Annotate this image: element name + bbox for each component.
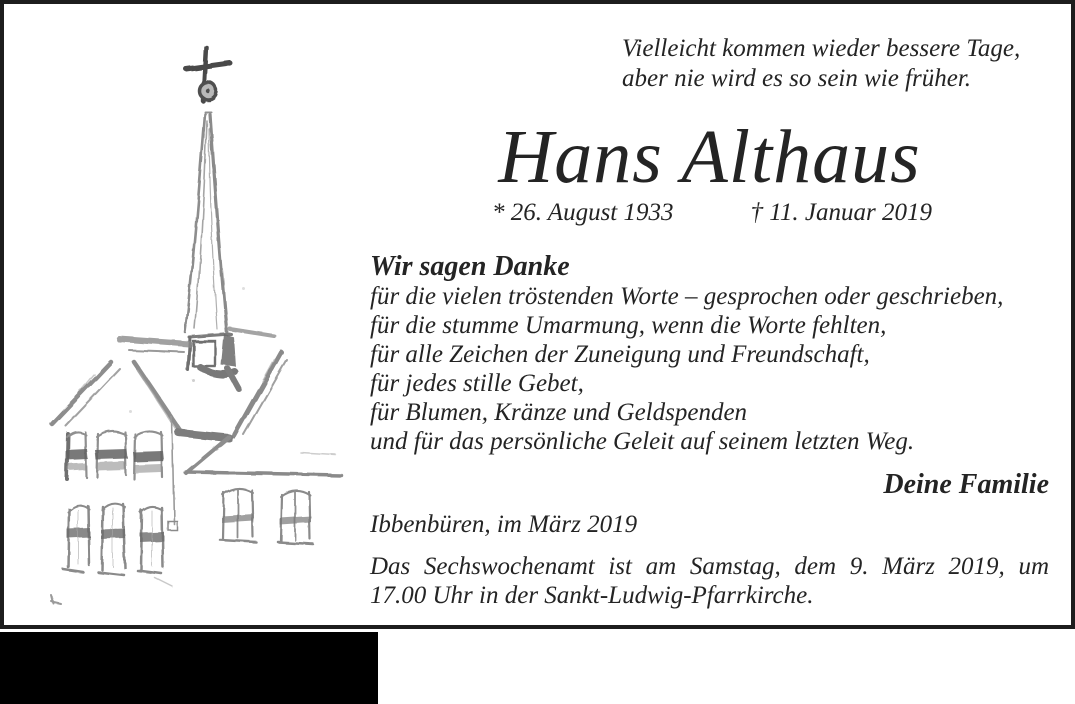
thanks-heading: Wir sagen Danke	[370, 251, 570, 282]
thanks-line: und für das persönliche Geleit auf seinem letzten Weg.	[370, 428, 915, 455]
cross-icon	[186, 47, 230, 101]
birth-date: * 26. August 1933	[492, 199, 674, 226]
thanks-line: für die vielen tröstenden Worte – gesprochen oder geschrieben,	[370, 283, 1004, 310]
thanks-paragraph	[370, 282, 1049, 456]
deceased-name: Hans Althaus	[498, 115, 921, 199]
service-announcement	[370, 552, 1049, 610]
death-date: † 11. Januar 2019	[750, 199, 932, 226]
service-line-1: Das Sechswochenamt ist am Samstag, dem 9. März 2019, um	[370, 553, 1049, 580]
church-sketch	[34, 29, 354, 629]
thanks-line: für Blumen, Kränze und Geldspenden	[370, 399, 748, 426]
thanks-line: für alle Zeichen der Zuneigung und Freundschaft,	[370, 341, 870, 368]
epigraph-line-1: Vielleicht kommen wieder bessere Tage,	[622, 35, 1021, 62]
thanks-line: für jedes stille Gebet,	[370, 370, 584, 397]
epigraph	[622, 34, 1049, 94]
church-sketch-svg	[34, 29, 354, 629]
redacted-funeral-home-block	[0, 632, 378, 704]
service-line-2: 17.00 Uhr in der Sankt-Ludwig-Pfarrkirche.	[370, 582, 814, 609]
epigraph-line-2: aber nie wird es so sein wie früher.	[622, 65, 972, 92]
thanks-line: für die stumme Umarmung, wenn die Worte fehlten,	[370, 312, 887, 339]
family-signature: Deine Familie	[883, 469, 1049, 500]
notice-text-column	[370, 34, 1049, 610]
place-and-date: Ibbenbüren, im März 2019	[370, 511, 638, 538]
life-dates	[492, 198, 932, 228]
